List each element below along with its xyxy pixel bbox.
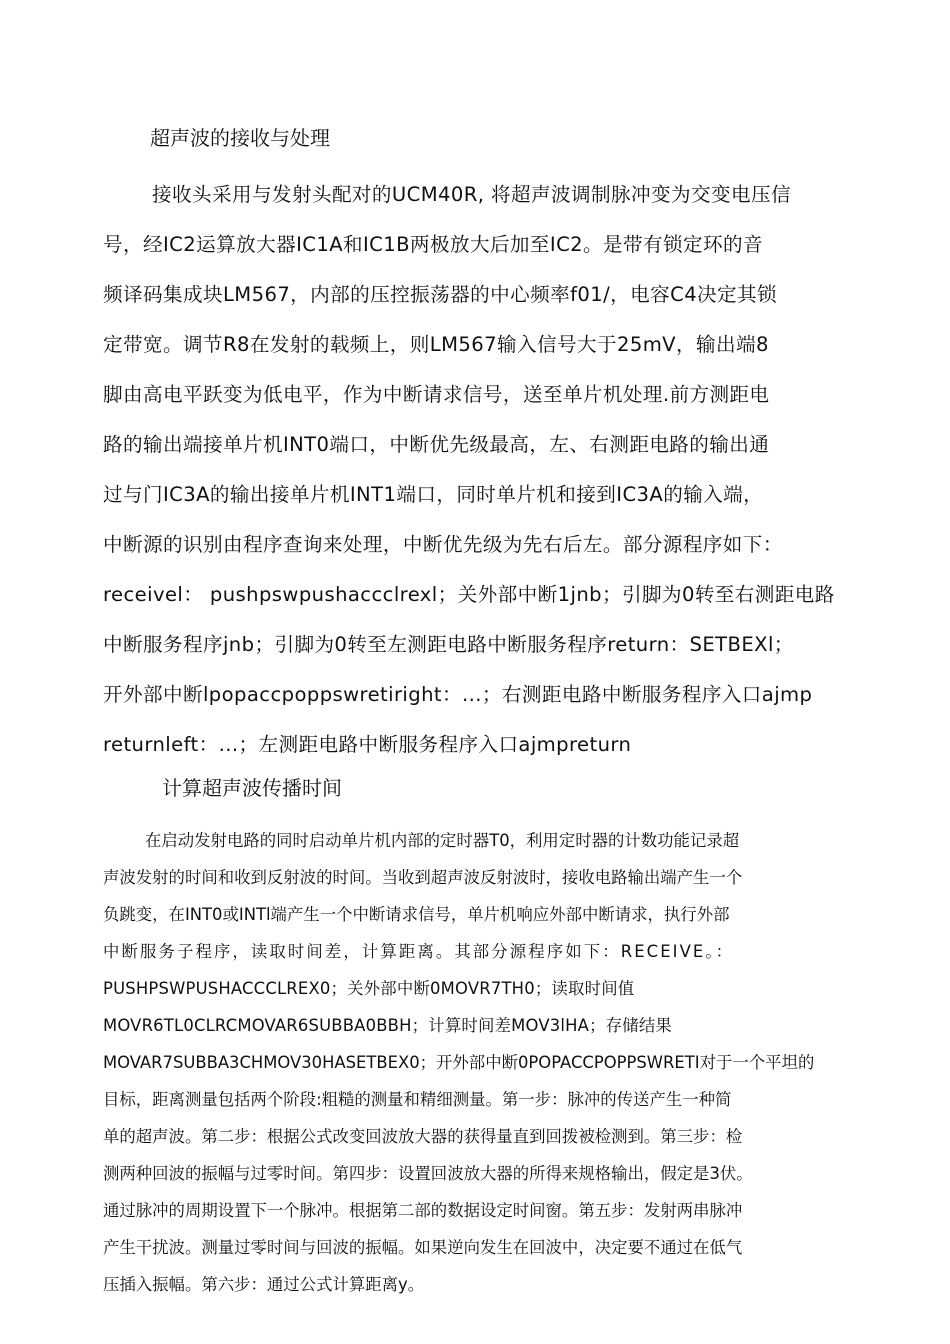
paragraph-line: 频译码集成块LM567，内部的压控振荡器的中心频率f01/，电容C4决定其锁 xyxy=(103,283,778,306)
paragraph-line: 中断服务子程序，读取时间差，计算距离。其部分源程序如下：RECEIVE。： xyxy=(103,942,735,961)
code-line: MOVAR7SUBBA3CHMOV30HASETBEX0；开外部中断0POPACCPOPPSWRETI对于一个平坦的 xyxy=(103,1053,815,1072)
paragraph-line: 测两种回波的振幅与过零时间。第四步：设置回波放大器的所得来规格输出，假定是3伏。 xyxy=(103,1164,753,1183)
paragraph-line: 单的超声波。第二步：根据公式改变回波放大器的获得量直到回拨被检测到。第三步：检 xyxy=(103,1127,743,1146)
paragraph-line: 在启动发射电路的同时启动单片机内部的定时器T0，利用定时器的计数功能记录超 xyxy=(145,831,740,850)
section-heading-ultrasonic-receiving: 超声波的接收与处理 xyxy=(150,126,330,150)
paragraph-line: 中断源的识别由程序查询来处理，中断优先级为先右后左。部分源程序如下： xyxy=(103,533,783,556)
paragraph-line: 通过脉冲的周期设置下一个脉冲。根据第二部的数据设定时间窗。第五步：发射两串脉冲 xyxy=(103,1201,743,1220)
paragraph-line: 负跳变，在INT0或INTl端产生一个中断请求信号，单片机响应外部中断请求，执行外部 xyxy=(103,905,730,924)
code-line: returnleft：...；左测距电路中断服务程序入口ajmpreturn xyxy=(103,733,632,756)
code-line: PUSHPSWPUSHACCCLREX0；关外部中断0MOVR7TH0；读取时间值 xyxy=(103,979,635,998)
paragraph-line: 路的输出端接单片机INT0端口，中断优先级最高，左、右测距电路的输出通 xyxy=(103,433,770,456)
code-line: 中断服务程序jnb；引脚为0转至左测距电路中断服务程序return：SETBEXl； xyxy=(103,633,794,656)
code-line: MOVR6TL0CLRCMOVAR6SUBBA0BBH；计算时间差MOV3lHA；存储结果 xyxy=(103,1016,673,1035)
paragraph-line: 号，经IC2运算放大器IC1A和IC1B两极放大后加至IC2。是带有锁定环的音 xyxy=(103,233,763,256)
paragraph-line: 目标，距离测量包括两个阶段:粗糙的测量和精细测量。第一步：脉冲的传送产生一种简 xyxy=(103,1090,732,1109)
paragraph-line: 声波发射的时间和收到反射波的时间。当收到超声波反射波时，接收电路输出端产生一个 xyxy=(103,868,743,887)
paragraph-line: 过与门IC3A的输出接单片机INT1端口，同时单片机和接到IC3A的输入端， xyxy=(103,483,764,506)
paragraph-line: 压插入振幅。第六步：通过公式计算距离y。 xyxy=(103,1275,425,1294)
section-heading-propagation-time: 计算超声波传播时间 xyxy=(162,776,342,800)
paragraph-line: 定带宽。调节R8在发射的载频上，则LM567输入信号大于25mV，输出端8 xyxy=(103,333,769,356)
paragraph-line: 脚由高电平跃变为低电平，作为中断请求信号，送至单片机处理.前方测距电 xyxy=(103,383,770,406)
paragraph-line: 接收头采用与发射头配对的UCM40R, 将超声波调制脉冲变为交变电压信 xyxy=(152,183,791,206)
paragraph-line: 产生干扰波。测量过零时间与回波的振幅。如果逆向发生在回波中，决定要不通过在低气 xyxy=(103,1238,743,1257)
code-line: 开外部中断lpopaccpoppswretiright：...；右测距电路中断服务程序入口ajmp xyxy=(103,683,813,706)
code-line: receivel： pushpswpushaccclrexl；关外部中断1jnb；引脚为0转至右测距电路 xyxy=(103,583,835,606)
